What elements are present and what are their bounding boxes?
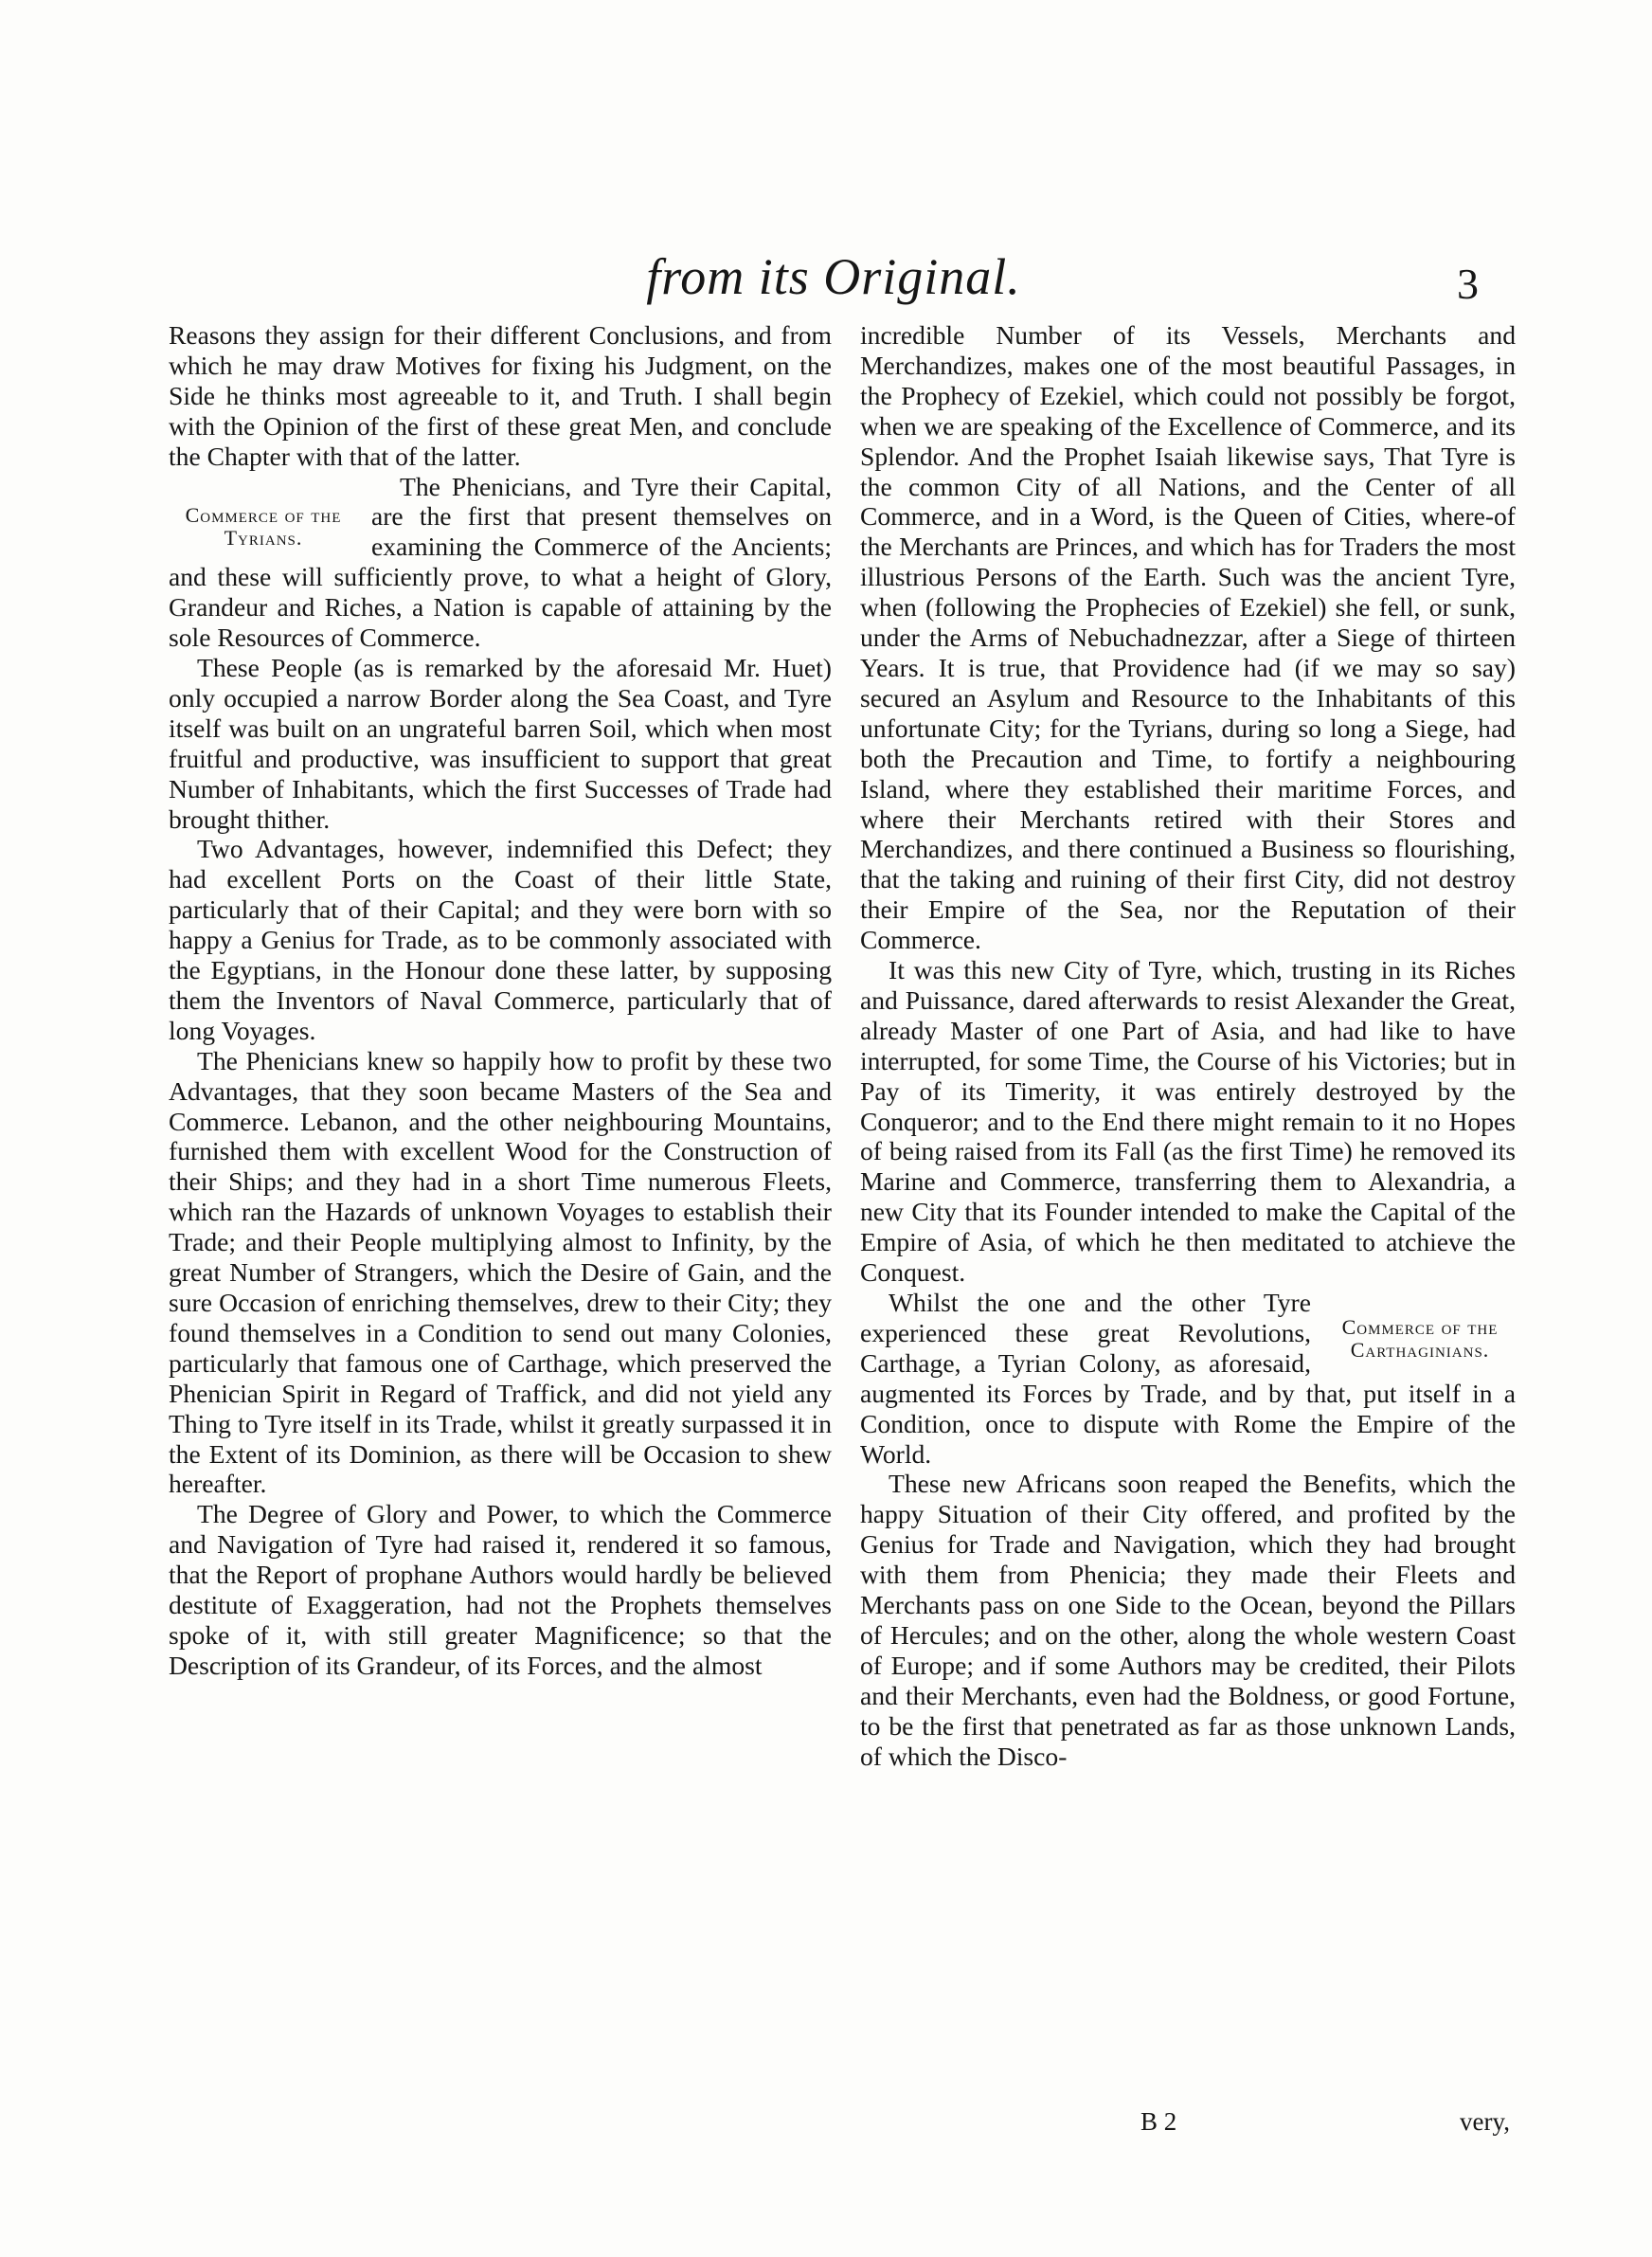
paragraph: It was this new City of Tyre, which, trusting in its Riches and Puissance, dared afterwards to resist Alexander the Great, already Master of one Part of Asia, and had like to have interrupted, for some Time, the Course of his Victories; but in Pay of its Timerity, it was entirely destroyed by the Conqueror; and to the End there might remain to it no Hopes of being raised from its Fall (as the first Time) he removed its Marine and Commerce, transferring them to Alexandria, a new City that its Founder intended to make the Capital of the Empire of Asia, of which he then meditated to atchieve the Conquest. — [860, 955, 1516, 1288]
page-number: 3 — [1457, 260, 1479, 308]
paragraph: The Phenicians knew so happily how to profit by these two Advantages, that they soon became Masters of the Sea and Commerce. Lebanon, and the other neighbouring Mountains, furnished them with excellent Wood for the Construction of their Ships; and they had in a short Time numerous Fleets, which ran the Hazards of unknown Voyages to establish their Trade; and their People multiplying almost to Infinity, by the great Number of Strangers, which the Desire of Gain, and the sure Occasion of enriching themselves, drew to their City; they found themselves in a Condition to send out many Colonies, particularly that famous one of Carthage, which preserved the Phenician Spirit in Regard of Traffick, and did not yield any Thing to Tyre itself in its Trade, whilst it greatly surpassed it in the Extent of its Dominion, as there will be Occasion to shew hereafter. — [169, 1045, 832, 1499]
paragraph: The Degree of Glory and Power, to which the Commerce and Navigation of Tyre had raised it, rendered it so famous, that the Report of prophane Authors would hardly be believed destitute of Exaggeration, had not the Prophets themselves spoke of it, with still greater Magnificence; so that the Description of its Grandeur, of its Forces, and the almost — [169, 1499, 832, 1680]
catchword: very , — [1460, 2105, 1510, 2138]
margin-note-commerce-tyrians: Commerce of the Tyrians. — [185, 502, 342, 550]
right-column — [860, 320, 1516, 1772]
paragraph: Whilst the one and the other Tyre experienced these great Revolutions, Carthage, a Tyrian Colony, as aforesaid, augmented its Forces by Trade, and by that, put itself in a Condition, once to dispute with Rome the Empire of the World. — [860, 1288, 1516, 1469]
paragraph: These People (as is remarked by the aforesaid Mr. Huet) only occupied a narrow Border along the Sea Coast, and Tyre itself was built on an ungrateful barren Soil, which when most fruitful and productive, was insufficient to support that great Number of Inhabitants, which the first Successes of Trade had brought thither. — [169, 652, 832, 834]
left-column — [169, 320, 832, 1681]
margin-note-commerce-carthaginians: Commerce of the Carthaginians. — [1341, 1315, 1499, 1362]
paragraph: incredible Number of its Vessels, Merchants and Merchandizes, makes one of the most beautiful Passages, in the Prophecy of Ezekiel, which could not possibly be forgot, when we are speaking of the Excellence of Commerce, and its Splendor. And the Prophet Isaiah likewise says, That Tyre is the common City of all Nations, and the Center of all Commerce, and in a Word, is the Queen of Cities, where-of the Merchants are Princes, and which has for Traders the most illustrious Persons of the Earth. Such was the ancient Tyre, when (following the Prophecies of Ezekiel) she fell, or sunk, under the Arms of Nebuchadnezzar, after a Siege of thirteen Years. It is true, that Providence had (if we may so say) secured an Asylum and Resource to the Inhabitants of this unfortunate City; for the Tyrians, during so long a Siege, had both the Precaution and Time, to fortify a neighbouring Island, where they established their maritime Forces, and where their Merchants retired with their Stores and Merchandizes, and there continued a Business so flourishing, that the taking and ruining of their first City, did not destroy their Empire of the Sea, nor the Reputation of their Commerce. — [860, 320, 1516, 955]
page-footer — [860, 2105, 1516, 2138]
paragraph: Reasons they assign for their different Conclusions, and from which he may draw Motives for fixing his Judgment, on the Side he thinks most agreeable to it, and Truth. I shall begin with the Opinion of the first of these great Men, and conclude the Chapter with that of the latter. — [169, 320, 832, 471]
signature-mark: B 2 — [1140, 2107, 1177, 2136]
paragraph: Two Advantages, however, indemnified this Defect; they had excellent Ports on the Coast of their little State, particularly that of their Capital; and they were born with so happy a Genius for Trade, as to be commonly associated with the Egyptians, in the Honour done these latter, by supposing them the Inventors of Naval Commerce, particularly that of long Voyages. — [169, 834, 832, 1045]
paragraph: These new Africans soon reaped the Benefits, which the happy Situation of their City offered, and profited by the Genius for Trade and Navigation, which they had brought with them from Phenicia; they made their Fleets and Merchants pass on one Side to the Ocean, beyond the Pillars of Hercules; and on the other, along the whole western Coast of Europe; and if some Authors may be credited, their Pilots and their Merchants, even had the Boldness, or good Fortune, to be the first that penetrated as far as those unknown Lands, of which the Disco- — [860, 1469, 1516, 1771]
running-header-title: from its Original. — [646, 248, 1021, 305]
paragraph: The Phenicians, and Tyre their Capital, are the first that present themselves on examining the Commerce of the Ancients; and these will sufficiently prove, to what a height of Glory, Grandeur and Riches, a Nation is capable of attaining by the sole Resources of Commerce. — [169, 471, 832, 653]
